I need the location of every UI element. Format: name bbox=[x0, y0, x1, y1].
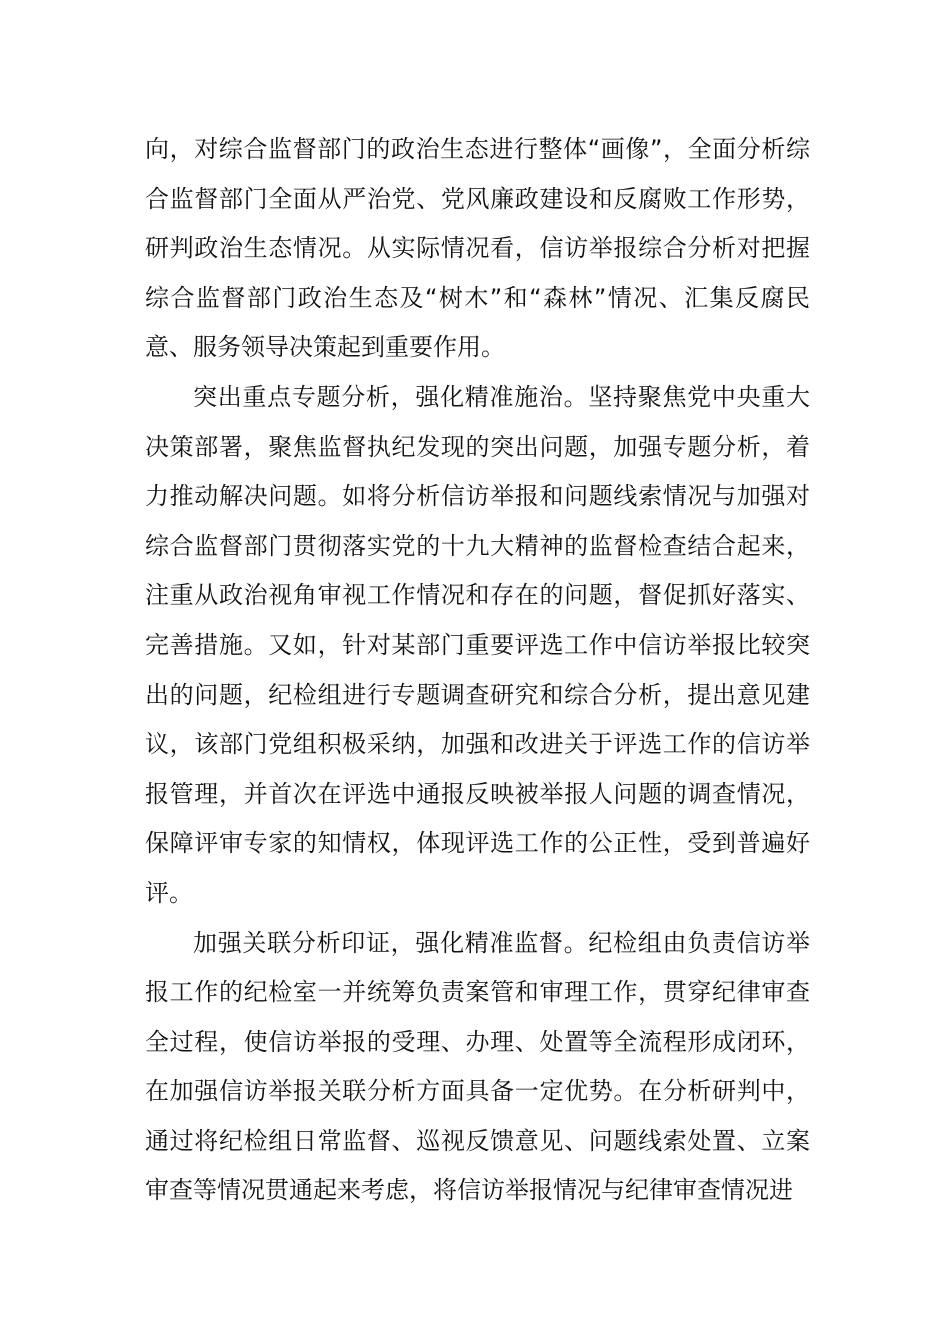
paragraph-correlation-analysis: 加强关联分析印证，强化精准监督。纪检组由负责信访举报工作的纪检室一并统筹负责案管和审理工作，贯穿纪律审查全过程，使信访举报的受理、办理、处置等全流程形成闭环，在加强信访举报关联分析方面具备一定优势。在分析研判中，通过将纪检组日常监督、巡视反馈意见、问题线索处置、立案审查等情况贯通起来考虑，将信访举报情况与纪律审查情况进 bbox=[145, 928, 810, 1205]
paragraph-topic-analysis: 突出重点专题分析，强化精准施治。坚持聚焦党中央重大决策部署，聚焦监督执纪发现的突出问题，加强专题分析，着力推动解决问题。如将分析信访举报和问题线索情况与加强对综合监督部门贯彻落实党的十九大精神的监督检查结合起来，注重从政治视角审视工作情况和存在的问题，督促抓好落实、完善措施。又如，针对某部门重要评选工作中信访举报比较突出的问题，纪检组进行专题调查研究和综合分析，提出意见建议，该部门党组积极采纳，加强和改进关于评选工作的信访举报管理，并首次在评选中通报反映被举报人问题的调查情况，保障评审专家的知情权，体现评选工作的公正性，受到普遍好评。 bbox=[145, 382, 810, 907]
document-body bbox=[145, 125, 810, 1216]
paragraph-continuation: 向，对综合监督部门的政治生态进行整体“画像”，全面分析综合监督部门全面从严治党、党风廉政建设和反腐败工作形势，研判政治生态情况。从实际情况看，信访举报综合分析对把握综合监督部门政治生态及“树木”和“森林”情况、汇集反腐民意、服务领导决策起到重要作用。 bbox=[145, 135, 810, 362]
